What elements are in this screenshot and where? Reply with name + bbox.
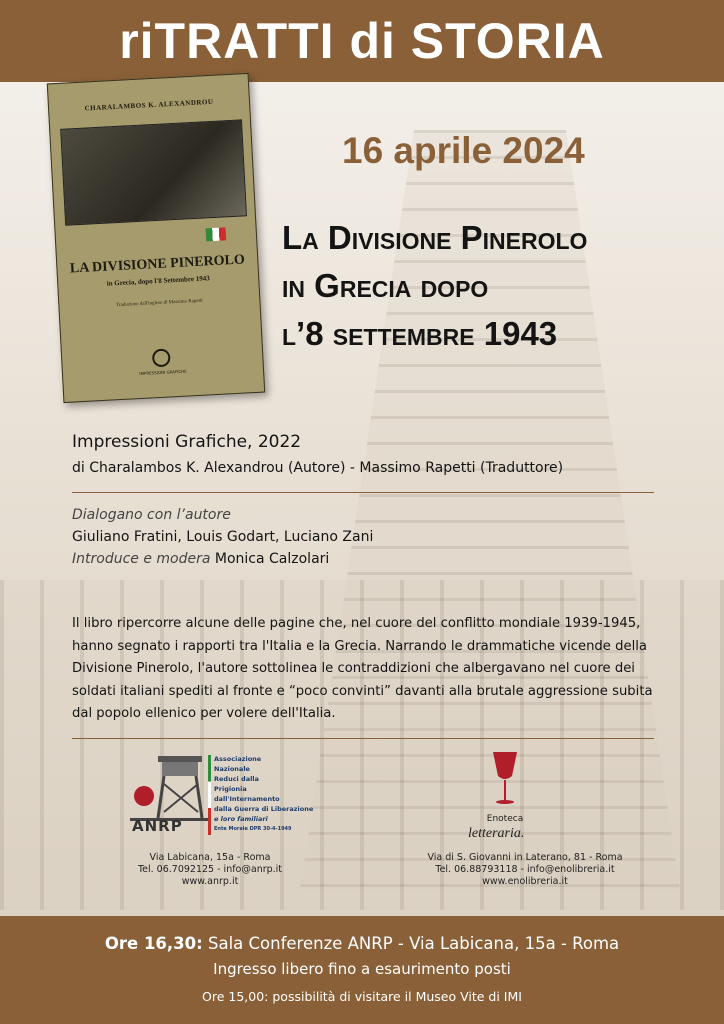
cover-photo <box>60 119 247 225</box>
anrp-acronym: ANRP <box>132 817 183 835</box>
cover-subtitle: in Grecia, dopo l'8 Settembre 1943 <box>106 274 210 288</box>
venue-text: Sala Conferenze ANRP - Via Labicana, 15a - Roma <box>202 934 620 953</box>
divider <box>72 492 654 493</box>
anrp-full-name <box>214 754 313 834</box>
series-title: riTRATTI di STORIA <box>119 13 605 69</box>
divider <box>72 738 654 739</box>
anrp-name-line: Reduci dalla <box>214 775 259 783</box>
cover-author: CHARALAMBOS K. ALEXANDROU <box>84 97 214 113</box>
moderator-name: Monica Calzolari <box>214 551 330 567</box>
museum-info: Ore 15,00: possibilità di visitare il Museo Vite di IMI <box>202 989 522 1004</box>
tricolor-bar <box>208 755 211 835</box>
anrp-name-line: dalla Guerra di Liberazione <box>214 805 314 813</box>
event-title-line3 <box>282 310 587 358</box>
anrp-name-line: Nazionale <box>214 765 250 773</box>
entry-info: Ingresso libero fino a esaurimento posti <box>213 960 511 978</box>
cover-title: LA DIVISIONE PINEROLO <box>69 252 246 277</box>
event-title-line1: La Divisione Pinerolo <box>282 219 588 256</box>
speakers: Giuliano Fratini, Louis Godart, Luciano Zani <box>72 529 374 545</box>
anrp-name-line: e loro familiari <box>214 815 268 823</box>
enoteca-website-link[interactable]: www.enolibreria.it <box>482 876 568 887</box>
publication-info: Impressioni Grafiche, 2022 <box>72 432 302 452</box>
authors-line: di Charalambos K. Alexandrou (Autore) - Massimo Rapetti (Traduttore) <box>72 460 564 476</box>
cover-publisher: IMPRESSIONI GRAFICHE <box>139 368 187 377</box>
event-title-line3a: l’8 settembre <box>282 315 484 352</box>
header-band <box>0 0 724 82</box>
anrp-address: Via Labicana, 15a - Roma <box>149 852 271 863</box>
enoteca-contacts <box>360 852 690 888</box>
book-description: Il libro ripercorre alcune delle pagine che, nel cuore del conflitto mondiale 1939-1945, hanno segnato i rapporti tra l'Italia e la Grecia. Narrando le drammatiche vicende della Divisione Pinerolo, l'autore sottolinea le contraddizioni che albergavano nel cuore dei soldati italiani spediti al fronte e “poco convinti” davanti alla brutale aggressione subita dal popolo ellenico per volere dell'Italia. <box>72 616 653 721</box>
italian-flag-icon <box>206 227 227 241</box>
event-venue <box>0 934 724 953</box>
event-time: Ore 16,30: <box>104 934 203 953</box>
dialogue-label: Dialogano con l’autore <box>72 507 231 523</box>
event-title-line2: in Grecia dopo <box>282 267 489 304</box>
wine-glass-icon <box>490 750 520 810</box>
dialogue-section <box>72 504 373 570</box>
enoteca-phone-email[interactable]: Tel. 06.88793118 - info@enolibreria.it <box>435 864 615 875</box>
anrp-contacts <box>0 852 420 888</box>
enoteca-name: letteraria. <box>468 826 525 841</box>
anrp-phone-email[interactable]: Tel. 06.7092125 - info@anrp.it <box>137 864 283 875</box>
anrp-name-line: Ente Morale DPR 30-4-1949 <box>214 826 292 832</box>
event-date: 16 aprile 2024 <box>342 130 585 171</box>
anrp-name-line: Prigionia <box>214 785 247 793</box>
anrp-website-link[interactable]: www.anrp.it <box>181 876 239 887</box>
event-title-year: 1943 <box>483 315 558 352</box>
cover-translation: Traduzione dall'inglese di Massimo Rapetti <box>115 298 203 309</box>
enoteca-address: Via di S. Giovanni in Laterano, 81 - Roma <box>427 852 623 863</box>
anrp-name-line: dall'Internamento <box>214 795 280 803</box>
enoteca-label: Enoteca <box>486 814 524 824</box>
footer-band <box>0 916 724 1024</box>
book-cover <box>47 73 265 403</box>
anrp-name-line: Associazione <box>214 755 262 763</box>
publisher-logo-icon <box>152 348 171 367</box>
event-title <box>282 214 587 358</box>
moderator-label: Introduce e modera <box>72 551 211 567</box>
